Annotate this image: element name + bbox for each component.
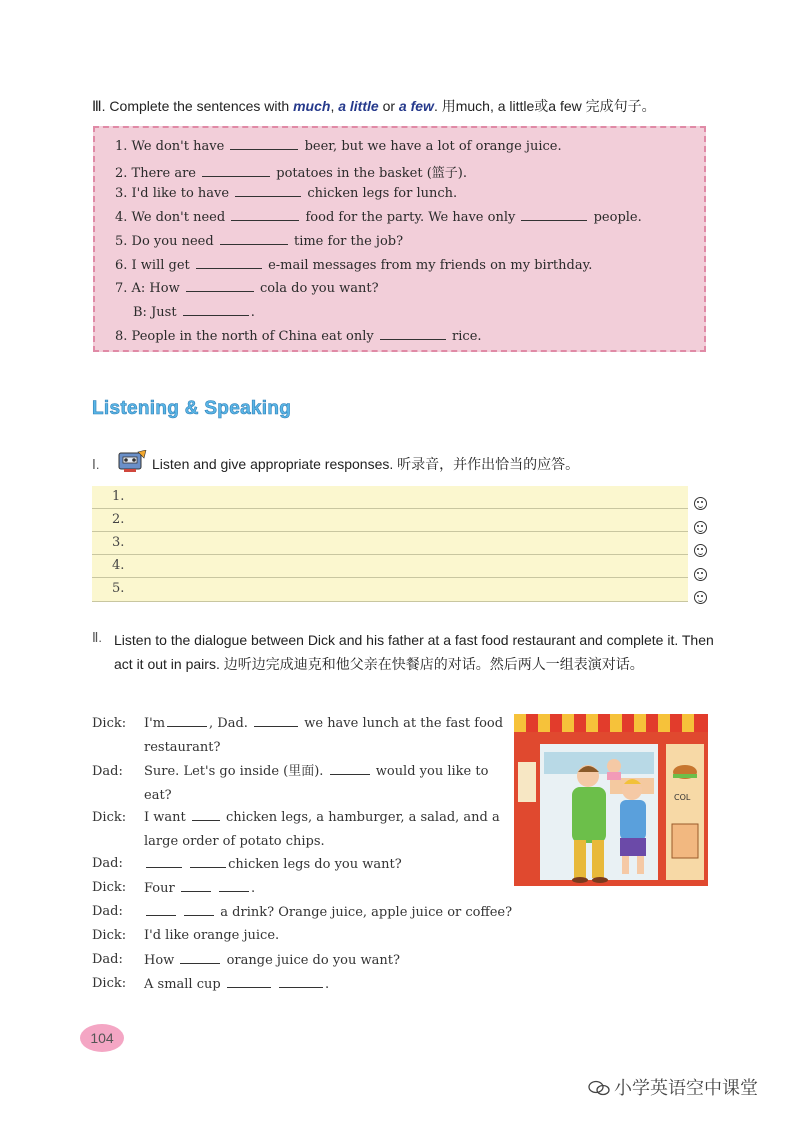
dialogue-line [144,928,279,943]
dialogue-line [144,880,255,896]
dialogue-text: chicken legs, a hamburger, a salad, and a large order of potato chips. [144,810,500,849]
smiley-icon [694,591,707,604]
answer-blank[interactable] [186,280,254,292]
answer-blank[interactable] [184,904,214,916]
keyword-a-little: a little [338,98,379,114]
speaker-label: Dad: [92,764,123,779]
smiley-icon [694,544,707,557]
dialogue-text: Sure. Let's go inside (里面). [144,764,324,779]
answer-blank[interactable] [180,952,220,964]
response-number: 2. [112,512,125,527]
dialogue-line [144,856,402,872]
item-text: . [250,305,255,320]
answer-blank[interactable] [167,715,207,727]
answer-blank[interactable] [146,904,176,916]
dialogue-line [144,904,512,920]
item-text: potatoes in the basket (篮子). [276,166,467,181]
response-number: 1. [112,489,125,504]
answer-blank[interactable] [219,880,249,892]
answer-blank[interactable] [202,165,270,177]
item-text: 3. I'd like to have [115,186,230,201]
answer-blank[interactable] [146,856,182,868]
exercise-item [115,280,379,296]
dialogue-text: , Dad. [209,716,248,731]
smiley-icon [694,568,707,581]
answer-blank[interactable] [279,976,323,988]
restaurant-illustration [514,714,708,886]
section-2-number: Ⅱ. [92,630,103,645]
speaker-label: Dick: [92,928,127,943]
watermark [588,1074,758,1100]
speaker-label: Dick: [92,810,127,825]
response-line [92,601,688,602]
exercise-3-heading [92,96,656,116]
speaker-label: Dick: [92,716,127,731]
chat-bubble-icon [588,1080,610,1096]
section-1-number: Ⅰ. [92,457,100,472]
item-text: 1. We don't have [115,139,225,154]
smiley-icon [694,521,707,534]
dialogue-text: chicken legs do you want? [228,857,402,872]
answer-blank[interactable] [521,209,587,221]
dialogue-line [144,952,400,968]
section-1-instruction: Listen and give appropriate responses. 听录音，并作出恰当的应答。 [152,456,580,472]
speaker-label: Dick: [92,880,127,895]
item-text: 2. There are [115,166,196,181]
response-number: 4. [112,558,125,573]
speaker-label: Dad: [92,952,123,967]
speaker-label: Dick: [92,976,127,991]
answer-blank[interactable] [192,809,220,821]
dialogue-line [144,760,506,808]
response-number: 5. [112,581,125,596]
exercise-item [115,257,592,273]
item-text: time for the job? [293,234,404,249]
dialogue-text: orange juice do you want? [226,953,400,968]
dialogue-text: we have lunch at the fast food restaurant? [144,716,504,755]
item-text: cola do you want? [260,281,379,296]
item-text: B: Just [133,305,177,320]
answer-blank[interactable] [196,257,262,269]
answer-blank[interactable] [227,976,271,988]
heading-comma: , [330,98,339,114]
item-text: chicken legs for lunch. [307,186,458,201]
heading-suffix: . 用much, a little或a few 完成句子。 [433,98,656,114]
item-text: food for the party. We have only [305,210,516,225]
response-line [92,577,688,578]
dialogue-text: I'd like orange juice. [144,928,280,943]
exercise-item [133,304,255,320]
response-lines [92,486,688,602]
speaker-label: Dad: [92,904,123,919]
answer-blank[interactable] [230,138,298,150]
response-number: 3. [112,535,125,550]
answer-blank[interactable] [254,715,298,727]
exercise-item [115,185,457,201]
keyword-a-few: a few [398,98,434,114]
item-text: 6. I will get [115,258,190,273]
item-text: 4. We don't need [115,210,226,225]
keyword-much: much [293,98,331,114]
dialogue-text: How [144,953,175,968]
dialogue-text: . [251,881,256,896]
page-number: 104 [80,1024,124,1052]
dialogue-line [144,806,506,854]
item-text: beer, but we have a lot of orange juice. [304,139,562,154]
section-2-instruction: Listen to the dialogue between Dick and his father at a fast food restaurant and complete it. Then act it out in pairs. 边听边完成迪克和他父亲在快餐店的对话。然后两人一组表演对话。 [114,632,714,672]
answer-blank[interactable] [235,185,301,197]
section-title: Listening & Speaking [92,398,292,419]
cassette-icon [116,450,148,474]
exercise-item [115,328,482,344]
exercise-item [115,162,467,181]
response-line [92,508,688,509]
answer-blank[interactable] [183,304,249,316]
answer-blank[interactable] [231,209,299,221]
item-text: 5. Do you need [115,234,214,249]
dialogue-text: a drink? Orange juice, apple juice or coffee? [220,905,513,920]
smiley-icon [694,497,707,510]
dialogue-text: A small cup [144,977,221,992]
response-line [92,554,688,555]
exercise-item [115,233,403,249]
exercise-item [115,138,562,154]
answer-blank[interactable] [330,763,370,775]
dialogue-text: I want [144,810,186,825]
item-text: 8. People in the north of China eat only [115,329,374,344]
answer-blank[interactable] [380,328,446,340]
dialogue-line [144,976,329,992]
item-text: 7. A: How [115,281,180,296]
heading-or: or [378,98,399,114]
dialogue-line [144,712,506,760]
speaker-label: Dad: [92,856,123,871]
answer-blank[interactable] [181,880,211,892]
item-text: rice. [452,329,482,344]
dialogue-text: would you like to eat? [144,764,489,803]
dialogue-text: . [324,977,330,992]
exercise-3-box [93,126,706,352]
answer-blank[interactable] [190,856,226,868]
dialogue-text: Four [144,881,175,896]
answer-blank[interactable] [220,233,288,245]
dialogue-text: I'm [144,716,166,731]
response-line [92,531,688,532]
exercise-item [115,209,642,225]
heading-prefix: Ⅲ. Complete the sentences with [92,98,294,114]
svg-text:COL: COL [674,793,691,802]
item-text: e-mail messages from my friends on my birthday. [268,258,593,273]
watermark-text: 小学英语空中课堂 [614,1078,758,1098]
item-text: people. [593,210,642,225]
